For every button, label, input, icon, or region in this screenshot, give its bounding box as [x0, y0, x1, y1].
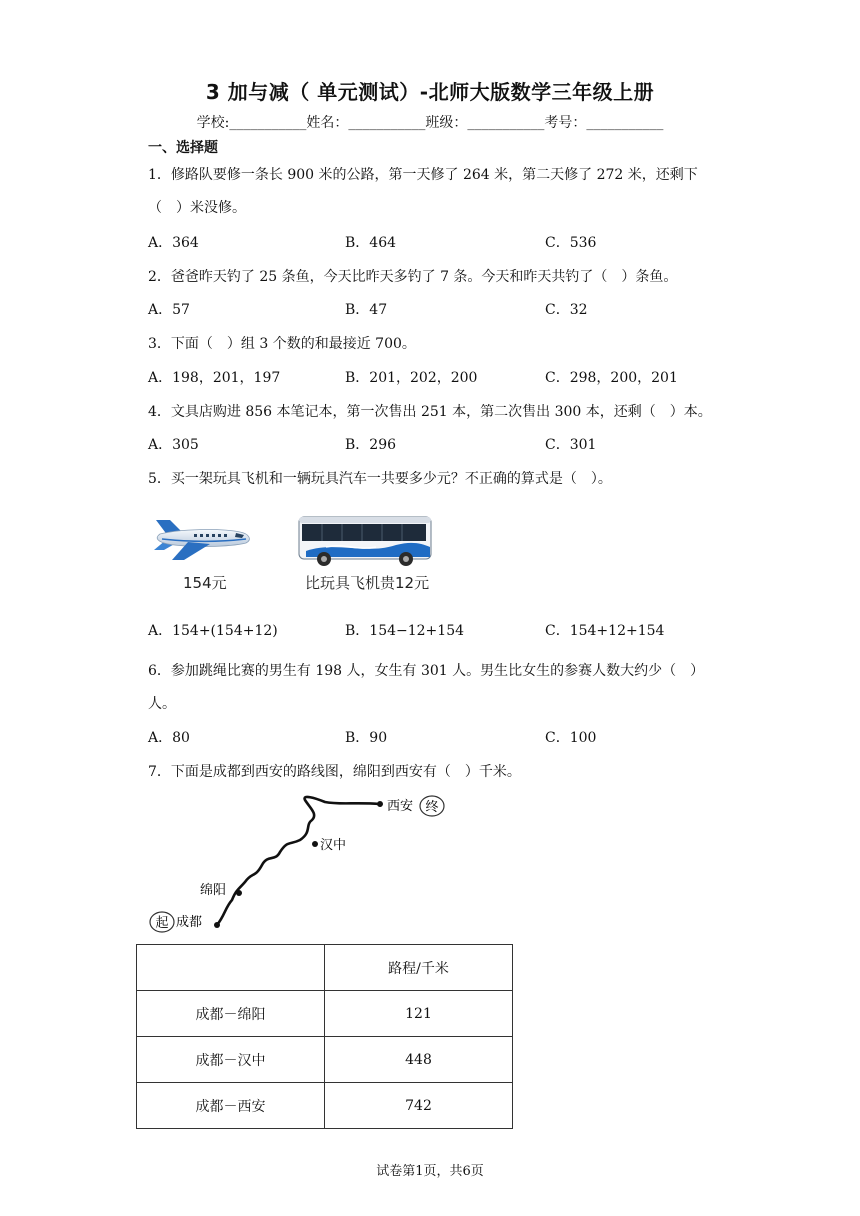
plane-price-caption: 154元: [183, 574, 227, 592]
question-3-text: 3．下面（ ）组 3 个数的和最接近 700。: [148, 336, 416, 352]
bus-price-caption: 比玩具飞机贵12元: [305, 574, 430, 592]
table-cell-segment: 成都－绵阳: [137, 991, 325, 1037]
mianyang-point: [236, 890, 242, 896]
question-6-option-a: A．80: [148, 730, 190, 746]
question-2-option-c: C．32: [545, 302, 588, 318]
question-3-option-b: B．201，202，200: [345, 370, 478, 386]
route-map: [140, 790, 470, 940]
table-row: [137, 1037, 513, 1083]
table-header-cell: [137, 945, 325, 991]
question-1-text-cont: （ ）米没修。: [148, 200, 246, 216]
question-5-option-c: C．154+12+154: [545, 623, 665, 639]
table-cell-distance: 121: [325, 991, 513, 1037]
question-1-option-a: A．364: [148, 235, 199, 251]
xian-point: [377, 801, 383, 807]
question-1-text: 1．修路队要修一条长 900 米的公路，第一天修了 264 米，第二天修了 272 米，还剩下: [148, 167, 698, 183]
city-chengdu: 成都: [176, 915, 203, 930]
table-header-cell: 路程/千米: [325, 945, 513, 991]
question-4-option-b: B．296: [345, 437, 397, 453]
question-5-option-b: B．154−12+154: [345, 623, 465, 639]
question-1-option-b: B．464: [345, 235, 397, 251]
question-6-text: 6．参加跳绳比赛的男生有 198 人，女生有 301 人。男生比女生的参赛人数大约少（ ）: [148, 663, 705, 679]
question-6-text-cont: 人。: [148, 696, 176, 712]
section-heading: 一、选择题: [148, 140, 218, 156]
question-2-text: 2．爸爸昨天钓了 25 条鱼，今天比昨天多钓了 7 条。今天和昨天共钓了（ ）条鱼。: [148, 269, 678, 285]
question-1-option-c: C．536: [545, 235, 597, 251]
table-row: [137, 1083, 513, 1129]
table-cell-segment: 成都－西安: [137, 1083, 325, 1129]
question-2-option-a: A．57: [148, 302, 190, 318]
question-7-text: 7．下面是成都到西安的路线图，绵阳到西安有（ ）千米。: [148, 764, 521, 780]
question-5-text: 5．买一架玩具飞机和一辆玩具汽车一共要多少元？不正确的算式是（ ）。: [148, 471, 612, 487]
table-cell-segment: 成都－汉中: [137, 1037, 325, 1083]
toy-plane-image: [150, 512, 254, 564]
page-title: 3 加与减（ 单元测试）-北师大版数学三年级上册: [205, 80, 655, 104]
page-footer: 试卷第1页，共6页: [376, 1164, 484, 1179]
table-cell-distance: 742: [325, 1083, 513, 1129]
city-xian: 西安: [387, 799, 414, 814]
question-4-text: 4．文具店购进 856 本笔记本，第一次售出 251 本，第二次售出 300 本，还剩（ ）本。: [148, 404, 712, 420]
question-6-option-c: C．100: [545, 730, 597, 746]
route-distance-table: [136, 944, 513, 1129]
question-5-option-a: A．154+(154+12): [148, 623, 278, 639]
table-header-row: [137, 945, 513, 991]
toy-bus-image: [296, 511, 436, 571]
question-6-option-b: B．90: [345, 730, 388, 746]
city-hanzhong: 汉中: [320, 838, 347, 853]
question-3-option-c: C．298，200，201: [545, 370, 678, 386]
table-row: [137, 991, 513, 1037]
chengdu-point: [214, 922, 220, 928]
hanzhong-point: [312, 841, 318, 847]
question-4-option-c: C．301: [545, 437, 597, 453]
question-2-option-b: B．47: [345, 302, 388, 318]
start-badge-label: 起: [155, 916, 169, 931]
student-info-line: 学校:___________姓名：___________班级：___________考号：___________: [196, 115, 664, 131]
question-4-option-a: A．305: [148, 437, 199, 453]
question-3-option-a: A．198，201，197: [148, 370, 281, 386]
end-badge-label: 终: [425, 800, 439, 815]
table-cell-distance: 448: [325, 1037, 513, 1083]
city-mianyang: 绵阳: [200, 883, 227, 898]
